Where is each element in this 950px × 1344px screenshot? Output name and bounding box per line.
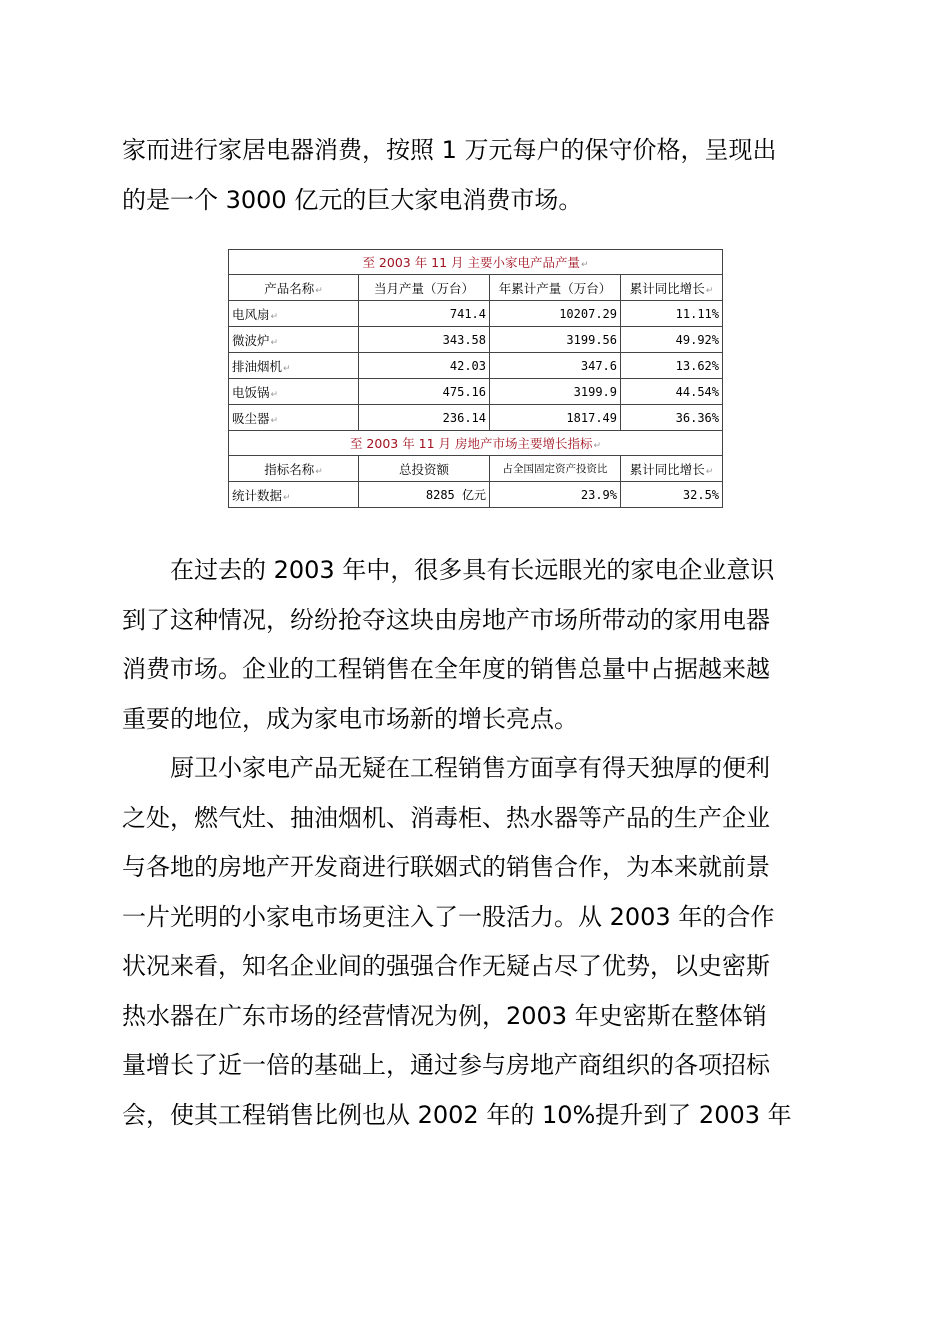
value-cell: 741.4 — [359, 301, 490, 327]
paragraph-mark-icon: ↵ — [315, 466, 323, 477]
text-line: 的是一个 3000 亿元的巨大家电消费市场。 — [122, 185, 583, 214]
table-title-products: 至 2003 年 11 月 主要小家电产品产量↵ — [229, 250, 723, 275]
paragraph-mark-icon: ↵ — [283, 492, 291, 503]
paragraph-mark-icon: ↵ — [270, 415, 279, 426]
text-line: 热水器在广东市场的经营情况为例，2003 年史密斯在整体销 — [122, 1001, 767, 1030]
paragraph-engineering-sales — [122, 546, 822, 744]
table-header-row — [229, 456, 723, 482]
table-title-row — [229, 250, 723, 275]
paragraph-mark-icon: ↵ — [270, 389, 279, 400]
product-name-cell: 电饭锅↵ — [229, 379, 359, 405]
text-line: 量增长了近一倍的基础上，通过参与房地产商组织的各项招标 — [122, 1051, 770, 1079]
paragraph-mark-icon: ↵ — [581, 260, 589, 270]
table-row — [229, 301, 723, 327]
product-name-cell: 微波炉↵ — [229, 327, 359, 353]
column-header: 占全国固定资产投资比 — [490, 456, 621, 482]
column-header: 年累计产量（万台） — [490, 275, 621, 301]
value-cell: 3199.9 — [490, 379, 621, 405]
column-header: 总投资额 — [359, 456, 490, 482]
table-header-row — [229, 275, 723, 301]
text-line: 消费市场。企业的工程销售在全年度的销售总量中占据越来越 — [122, 655, 770, 683]
paragraph-mark-icon: ↵ — [705, 466, 714, 477]
text-line: 重要的地位，成为家电市场新的增长亮点。 — [122, 704, 578, 733]
product-name-cell: 吸尘器↵ — [229, 405, 359, 431]
text-line: 到了这种情况，纷纷抢夺这块由房地产市场所带动的家用电器 — [122, 605, 770, 634]
paragraph-mark-icon: ↵ — [593, 441, 602, 451]
text-line: 与各地的房地产开发商进行联姻式的销售合作，为本来就前景 — [122, 853, 770, 881]
product-name-cell: 排油烟机↵ — [229, 353, 359, 379]
table-row — [229, 327, 723, 353]
text-line: 家而进行家居电器消费，按照 1 万元每户的保守价格，呈现出 — [122, 136, 777, 164]
table-row — [229, 379, 723, 405]
product-name-cell: 电风扇↵ — [229, 301, 359, 327]
value-cell: 49.92% — [621, 327, 723, 353]
value-cell: 23.9% — [490, 482, 621, 508]
value-cell: 42.03 — [359, 353, 490, 379]
value-cell: 13.62% — [621, 353, 723, 379]
statistics-table — [228, 249, 723, 508]
column-header: 累计同比增长↵ — [621, 456, 723, 482]
table-row — [229, 482, 723, 508]
text-line: 在过去的 2003 年中，很多具有长远眼光的家电企业意识 — [170, 556, 775, 584]
table-title-row — [229, 431, 723, 456]
text-line: 会，使其工程销售比例也从 2002 年的 10%提升到了 2003 年 — [122, 1100, 792, 1129]
value-cell: 44.54% — [621, 379, 723, 405]
value-cell: 10207.29 — [490, 301, 621, 327]
value-cell: 475.16 — [359, 379, 490, 405]
column-header: 当月产量（万台） — [359, 275, 490, 301]
paragraph-kitchen-appliances — [122, 744, 822, 1140]
value-cell: 347.6 — [490, 353, 621, 379]
paragraph-mark-icon: ↵ — [270, 311, 279, 322]
table-row — [229, 405, 723, 431]
table-row — [229, 353, 723, 379]
paragraph-intro — [122, 126, 822, 225]
value-cell: 236.14 — [359, 405, 490, 431]
paragraph-mark-icon: ↵ — [705, 285, 714, 296]
text-line: 之处，燃气灶、抽油烟机、消毒柜、热水器等产品的生产企业 — [122, 803, 770, 832]
value-cell: 343.58 — [359, 327, 490, 353]
column-header: 累计同比增长↵ — [621, 275, 723, 301]
value-cell: 32.5% — [621, 482, 723, 508]
text-line: 状况来看，知名企业间的强强合作无疑占尽了优势，以史密斯 — [122, 952, 770, 980]
paragraph-mark-icon: ↵ — [283, 363, 291, 374]
value-cell: 11.11% — [621, 301, 723, 327]
indicator-name-cell: 统计数据↵ — [229, 482, 359, 508]
value-cell: 36.36% — [621, 405, 723, 431]
column-header: 产品名称↵ — [229, 275, 359, 301]
value-cell: 1817.49 — [490, 405, 621, 431]
paragraph-mark-icon: ↵ — [270, 337, 279, 348]
text-line: 厨卫小家电产品无疑在工程销售方面享有得天独厚的便利 — [170, 754, 770, 782]
text-line: 一片光明的小家电市场更注入了一股活力。从 2003 年的合作 — [122, 902, 775, 931]
value-cell: 8285 亿元 — [359, 482, 490, 508]
value-cell: 3199.56 — [490, 327, 621, 353]
table-title-real-estate: 至 2003 年 11 月 房地产市场主要增长指标↵ — [229, 431, 723, 456]
column-header: 指标名称↵ — [229, 456, 359, 482]
paragraph-mark-icon: ↵ — [315, 285, 323, 296]
